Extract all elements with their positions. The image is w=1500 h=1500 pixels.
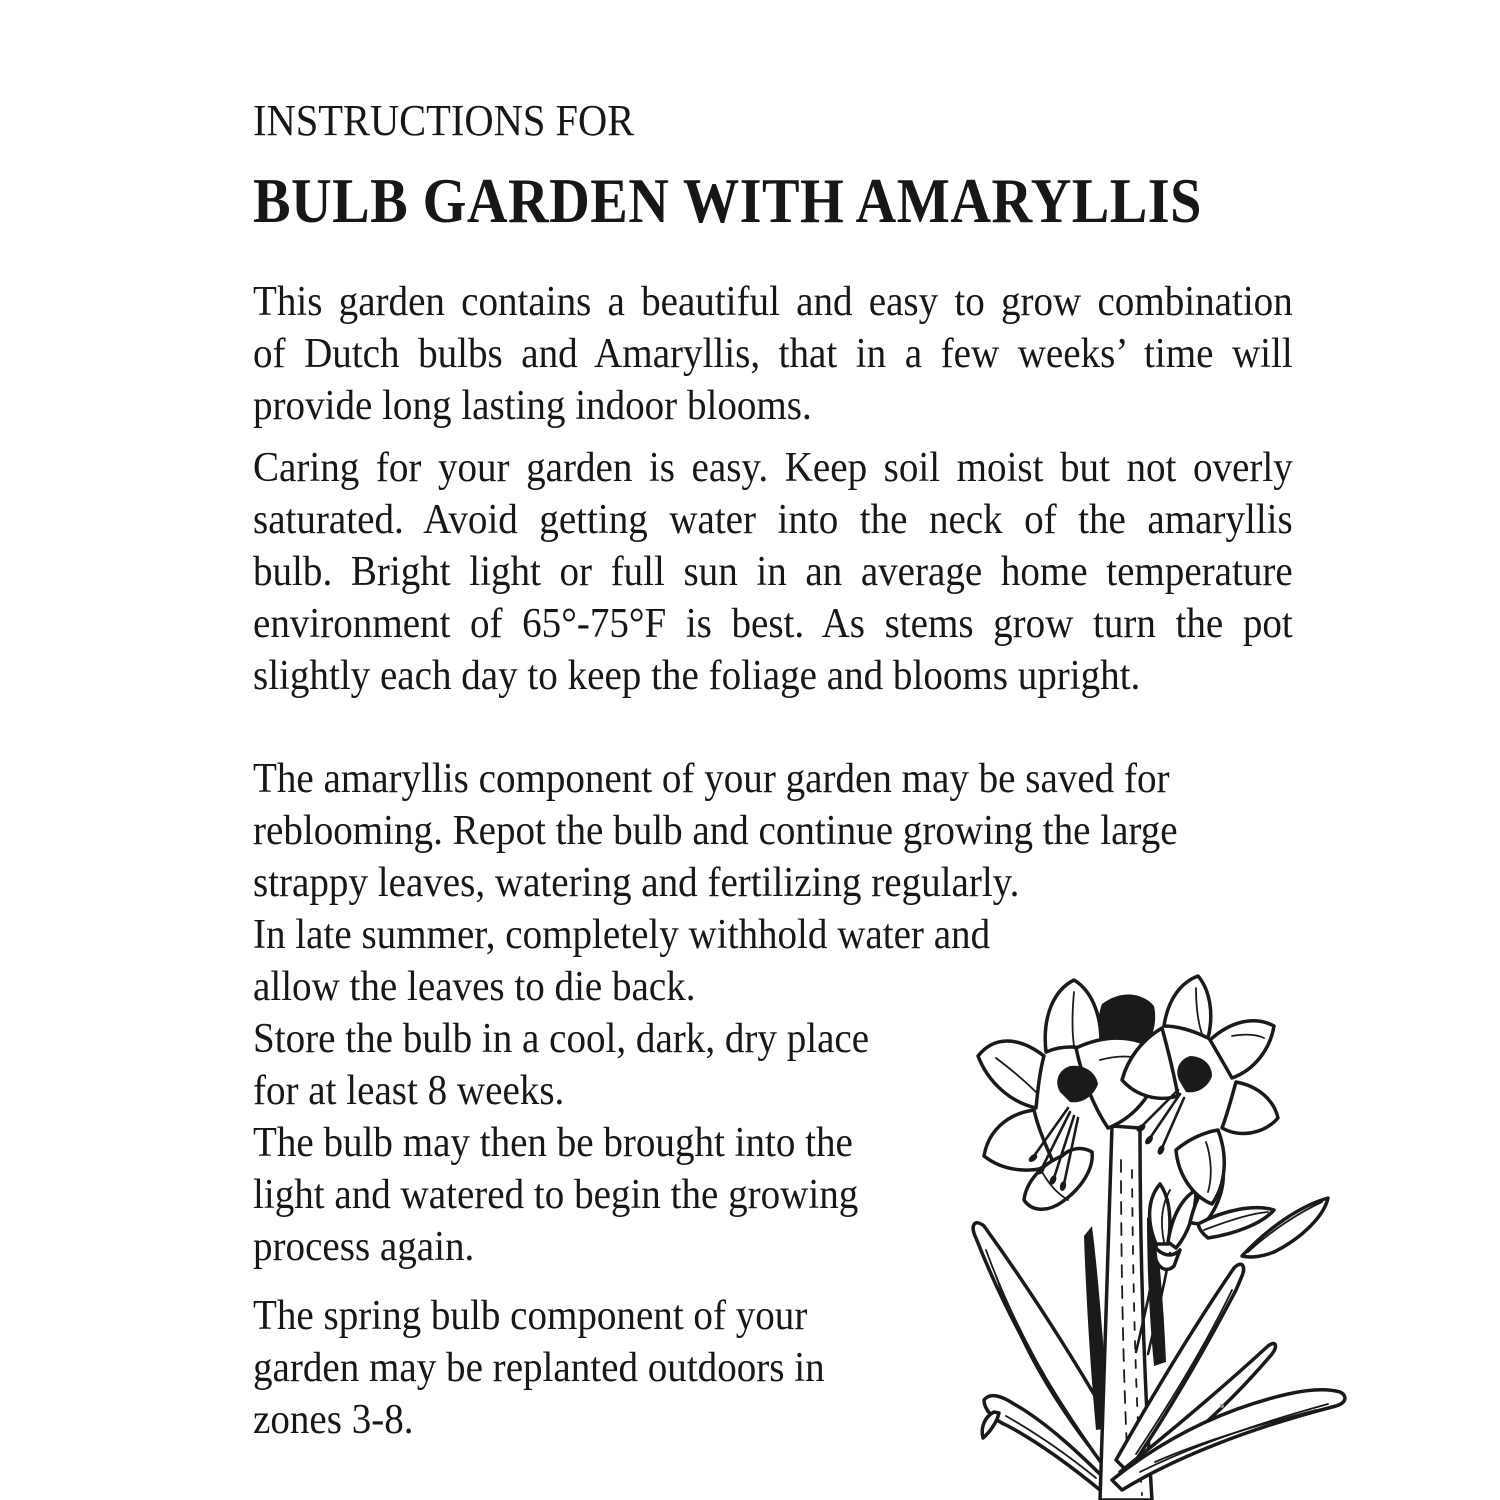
bloom-center	[1177, 1056, 1212, 1092]
text-line: garden may be replanted outdoors in	[253, 1345, 825, 1391]
kicker-text: INSTRUCTIONS FOR	[253, 96, 635, 145]
petal	[1222, 1082, 1278, 1133]
text-line: saturated. Avoid getting water into the neck of the amaryllis	[253, 497, 1293, 543]
petal	[1210, 1021, 1274, 1078]
text-line: Caring for your garden is easy. Keep soil moist but not overly	[253, 445, 1293, 491]
amaryllis-illustration	[950, 960, 1370, 1500]
text-line: of Dutch bulbs and Amaryllis, that in a few weeks’ time will	[253, 331, 1293, 377]
text-line: process again.	[253, 1224, 475, 1270]
text-line: for at least 8 weeks.	[253, 1068, 565, 1114]
petal	[978, 1041, 1044, 1108]
scan-speck	[1220, 1404, 1224, 1408]
text-line: slightly each day to keep the foliage and blooms upright.	[253, 653, 1141, 699]
text-line: allow the leaves to die back.	[253, 964, 696, 1010]
text-line: In late summer, completely withhold water and	[253, 912, 991, 958]
paragraph-care	[253, 442, 1293, 702]
text-line: The spring bulb component of your	[253, 1293, 808, 1339]
text-line: This garden contains a beautiful and easy to grow combination	[253, 279, 1293, 325]
page-title: BULB GARDEN WITH AMARYLLIS	[253, 165, 1202, 236]
leaf-blade	[982, 1412, 999, 1438]
text-line: zones 3-8.	[253, 1397, 414, 1443]
text-line: environment of 65°-75°F is best. As stems grow turn the pot	[253, 601, 1293, 647]
text-line: provide long lasting indoor blooms.	[253, 383, 812, 429]
petal	[984, 1110, 1054, 1170]
text-line: strappy leaves, watering and fertilizing regularly.	[253, 860, 1020, 906]
text-line: reblooming. Repot the bulb and continue growing the large	[253, 808, 1178, 854]
petal	[1176, 1130, 1224, 1204]
text-line: light and watered to begin the growing	[253, 1172, 859, 1218]
flower-bud	[1136, 1166, 1328, 1354]
text-line: The amaryllis component of your garden may be saved for	[253, 756, 1170, 802]
text-line: bulb. Bright light or full sun in an average home temperature	[253, 549, 1293, 595]
text-line: Store the bulb in a cool, dark, dry place	[253, 1016, 870, 1062]
petal	[1164, 976, 1211, 1038]
bud-sepal	[1150, 1184, 1170, 1244]
text-line: The bulb may then be brought into the	[253, 1120, 853, 1166]
paragraph-intro	[253, 276, 1293, 432]
